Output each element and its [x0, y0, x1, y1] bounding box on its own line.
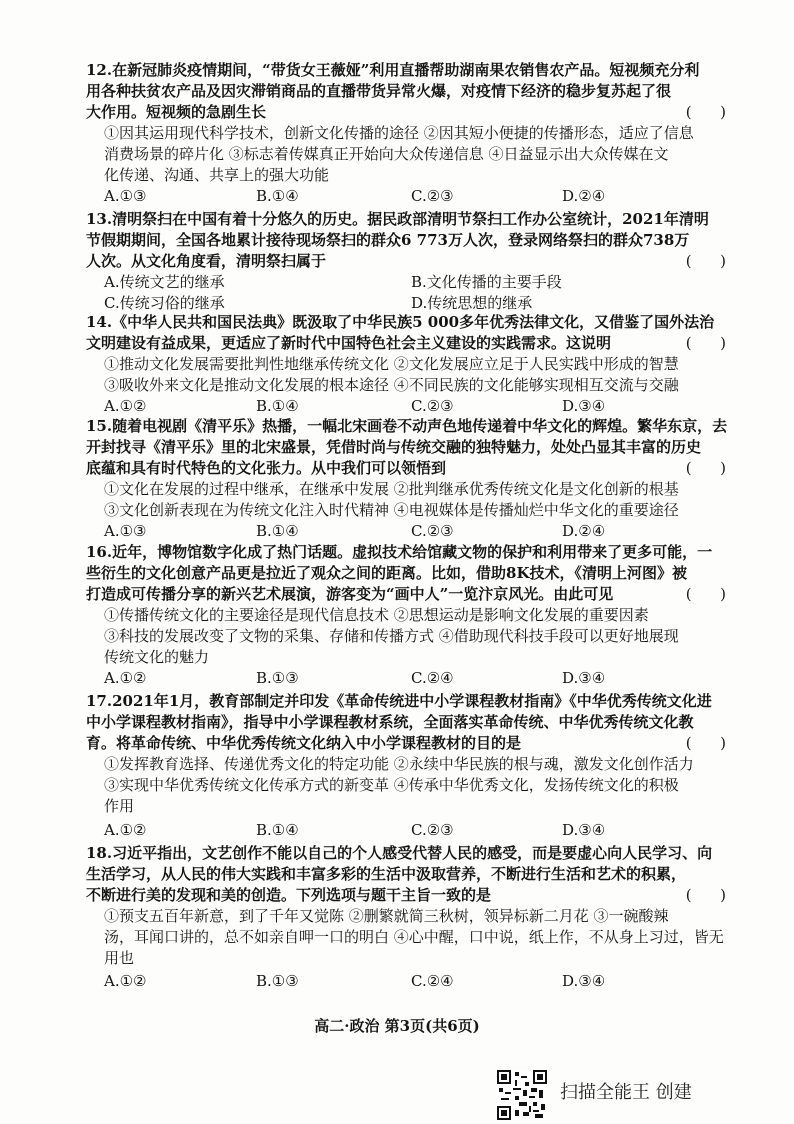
statement-line: 用也: [104, 949, 135, 967]
choice-b: B.文化传播的主要手段: [411, 273, 562, 291]
answer-paren: ( ): [685, 252, 726, 270]
question-stem: 16.近年，博物馆数字化成了热门话题。虚拟技术给馆藏文物的保护和利用带来了更多可能，一: [86, 543, 713, 561]
choice-c: C.②④: [411, 972, 454, 990]
question-stem: 育。将革命传统、中华优秀传统文化纳入中小学课程教材的目的是: [86, 734, 522, 752]
statement-line: ①传播传统文化的主要途径是现代信息技术 ②思想运动是影响文化发展的重要因素: [104, 606, 649, 624]
choice-c: C.②④: [411, 669, 454, 687]
choice-c: C.②③: [411, 821, 454, 839]
question-stem: 些衍生的文化创意产品更是拉近了观众之间的距离。比如，借助8K技术，《清明上河图》被: [86, 564, 687, 582]
question-stem: 15.随着电视剧《清平乐》热播，一幅北宋画卷不动声色地传递着中华文化的辉煌。繁华东京，去: [86, 417, 728, 435]
choice-a: A.①②: [104, 972, 147, 990]
question-stem: 开封找寻《清平乐》里的北宋盛景，凭借时尚与传统交融的独特魅力，处处凸显其丰富的历史: [86, 438, 702, 456]
statement-line: ①预支五百年新意，到了千年又觉陈 ②删繁就简三秋树，领异标新二月花 ③一碗酸辣: [104, 907, 669, 925]
question-stem: 13.清明祭扫在中国有着十分悠久的历史。据民政部清明节祭扫工作办公室统计，2021年清明: [86, 210, 709, 228]
statement-line: ③实现中华优秀传统文化传承方式的新变革 ④传承中华优秀文化，发扬传统文化的积极: [104, 776, 679, 794]
question-stem: 底蕴和具有时代特色的文化张力。从中我们可以领悟到: [86, 459, 447, 477]
choice-c: C.②③: [411, 522, 454, 540]
answer-paren: ( ): [685, 459, 726, 477]
choice-a: A.①③: [104, 187, 147, 205]
question-stem: 17.2021年1月，教育部制定并印发《革命传统进中小学课程教材指南》《中华优秀传统文化进: [86, 692, 712, 710]
question-stem: 节假期期间，全国各地累计接待现场祭扫的群众6 773万人次，登录网络祭扫的群众738万: [86, 231, 690, 249]
statement-line: ③吸收外来文化是推动文化发展的根本途径 ④不同民族的文化能够实现相互交流与交融: [104, 376, 679, 394]
choice-d: D.③④: [562, 821, 606, 839]
statement-line: 作用: [104, 797, 135, 815]
statement-line: ①因其运用现代科学技术，创新文化传播的途径 ②因其短小便捷的传播形态，适应了信息: [104, 124, 694, 142]
question-stem: 人次。从文化角度看，清明祭扫属于: [86, 252, 327, 270]
question-stem: 12.在新冠肺炎疫情期间，“带货女王薇娅”利用直播帮助湖南果农销售农产品。短视频充分利: [86, 61, 700, 79]
answer-paren: ( ): [685, 103, 726, 121]
choice-b: B.①③: [256, 669, 299, 687]
choice-a: A.传统文艺的继承: [104, 273, 225, 291]
choice-a: A.①②: [104, 669, 147, 687]
question-stem: 打造成可传播分享的新兴艺术展演，游客变为“画中人”一览汴京风光。由此可见: [86, 585, 614, 603]
statement-line: 汤，耳闻口讲的，总不如亲自呷一口的明白 ④心中醒，口中说，纸上作，不从身上习过，皆无: [104, 928, 724, 946]
choice-d: D.③④: [562, 397, 606, 415]
question-stem: 文明建设有益成果，更适应了新时代中国特色社会主义建设的实践需求。这说明: [86, 334, 612, 352]
choice-a: A.①③: [104, 522, 147, 540]
choice-d: D.③④: [562, 972, 606, 990]
choice-a: A.①②: [104, 397, 147, 415]
statement-line: ①发挥教育选择、传递优秀文化的特定功能 ②永续中华民族的根与魂，激发文化创作活力: [104, 755, 694, 773]
choice-c: C.②③: [411, 397, 454, 415]
choice-b: B.①④: [256, 522, 299, 540]
statement-line: ③科技的发展改变了文物的采集、存储和传播方式 ④借助现代科技手段可以更好地展现: [104, 627, 679, 645]
choice-c: C.传统习俗的继承: [104, 294, 225, 312]
page-footer: 高二·政治 第3页(共6页): [314, 1017, 480, 1035]
choice-d: D.传统思想的继承: [411, 294, 533, 312]
answer-paren: ( ): [685, 886, 726, 904]
choice-d: D.②④: [562, 522, 606, 540]
choice-b: B.①④: [256, 187, 299, 205]
statement-line: 传统文化的魅力: [104, 648, 210, 666]
question-stem: 用各种扶贫农产品及因灾滞销商品的直播带货异常火爆，对疫情下经济的稳步复苏起了很: [86, 82, 672, 100]
statement-line: 化传递、沟通、共享上的强大功能: [104, 166, 330, 184]
choice-d: D.③④: [562, 669, 606, 687]
question-stem: 不断进行美的发现和美的创造。下列选项与题干主旨一致的是: [86, 886, 492, 904]
question-stem: 18.习近平指出，文艺创作不能以自己的个人感受代替人民的感受，而是要虚心向人民学习、向: [86, 844, 713, 862]
scanner-watermark: 扫描全能王 创建: [560, 1082, 692, 1103]
choice-b: B.①③: [256, 972, 299, 990]
statement-line: ③文化创新表现在为传统文化注入时代精神 ④电视媒体是传播灿烂中华文化的重要途径: [104, 501, 679, 519]
answer-paren: ( ): [685, 734, 726, 752]
answer-paren: ( ): [685, 585, 726, 603]
answer-paren: ( ): [685, 334, 726, 352]
choice-c: C.②③: [411, 187, 454, 205]
statement-line: 消费场景的碎片化 ③标志着传媒真正开始向大众传递信息 ④日益显示出大众传媒在文: [104, 145, 669, 163]
question-stem: 中小学课程教材指南》，指导中小学课程教材系统，全面落实革命传统、中华优秀传统文化教: [86, 713, 694, 731]
question-stem: 生活学习，从人民的伟大实践和丰富多彩的生活中汲取营养，不断进行生活和艺术的积累，: [86, 865, 687, 883]
qr-code-icon: [497, 1070, 547, 1120]
statement-line: ①文化在发展的过程中继承，在继承中发展 ②批判继承优秀传统文化是文化创新的根基: [104, 480, 679, 498]
statement-line: ①推动文化发展需要批判性地继承传统文化 ②文化发展应立足于人民实践中形成的智慧: [104, 355, 679, 373]
choice-d: D.②④: [562, 187, 606, 205]
question-stem: 大作用。短视频的急剧生长: [86, 103, 267, 121]
question-stem: 14.《中华人民共和国民法典》既汲取了中华民族5 000多年优秀法律文化，又借鉴了国外法治: [86, 313, 715, 331]
choice-a: A.①②: [104, 821, 147, 839]
choice-b: B.①④: [256, 397, 299, 415]
choice-b: B.①④: [256, 821, 299, 839]
